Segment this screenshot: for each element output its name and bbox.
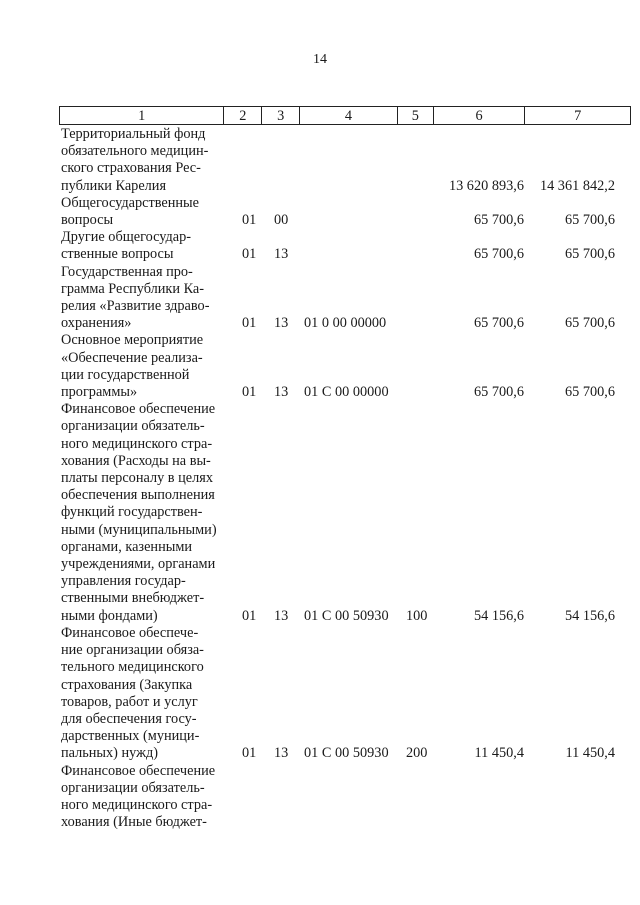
row-name: Общегосударственные вопросы (61, 194, 199, 229)
row-expense-type: 100 (406, 607, 428, 624)
row-amount-year-1: 54 156,6 (473, 607, 524, 624)
table-header (59, 106, 631, 125)
header-col-2: 2 (224, 107, 262, 124)
row-name: Основное мероприятие «Обеспечение реализа- ции государственной программы» (61, 332, 204, 401)
row-section: 01 (242, 212, 257, 229)
row-name: Другие общегосудар- ственные вопросы (61, 229, 192, 263)
row-expense-type: 200 (406, 745, 428, 762)
row-name: Территориальный фонд обязательного медицин- ского страхования Рес- публики Карелия (61, 126, 209, 194)
row-subsection: 13 (274, 745, 289, 762)
header-col-6: 6 (434, 107, 526, 124)
row-section: 01 (242, 384, 257, 401)
row-target-article: 01 0 00 00000 (304, 315, 387, 332)
header-col-7: 7 (574, 108, 582, 124)
row-target-article: 01 С 00 50930 (304, 745, 389, 762)
row-section: 01 (242, 607, 257, 624)
row-name: Финансовое обеспечение организации обязатель- ного медицинского стра- хования (Расходы на вы- платы персоналу в целях обеспечения выполнения функций государствен- ными (муниципальными) органами, казенными учреждениями, органами управления государ- ственными внебюджет- ными фондами) (61, 401, 217, 624)
table-row (59, 763, 631, 832)
row-amount-year-1: 11 450,4 (474, 745, 524, 762)
row-amount-year-1: 65 700,6 (473, 246, 524, 263)
row-amount-year-2: 65 700,6 (564, 315, 615, 332)
header-col-3: 3 (262, 107, 300, 124)
table-row (59, 195, 631, 229)
row-name: Государственная про- грамма Республики Ка- релия «Развитие здраво- охранения» (61, 263, 210, 332)
row-target-article: 01 С 00 00000 (304, 384, 389, 401)
table-row (59, 332, 631, 401)
row-amount-year-1: 65 700,6 (473, 315, 524, 332)
row-section: 01 (242, 745, 257, 762)
row-subsection: 13 (274, 607, 289, 624)
budget-table (59, 106, 631, 831)
row-target-article: 01 С 00 50930 (304, 607, 389, 624)
header-col-1: 1 (60, 107, 224, 124)
header-col-5: 5 (398, 107, 434, 124)
row-subsection: 13 (274, 246, 289, 263)
table-row (59, 264, 631, 333)
table-row (59, 126, 631, 195)
table-row (59, 625, 631, 763)
row-amount-year-2: 65 700,6 (564, 246, 615, 263)
row-amount-year-1: 65 700,6 (473, 212, 524, 229)
row-amount-year-2: 11 450,4 (565, 745, 615, 762)
row-amount-year-1: 65 700,6 (473, 384, 524, 401)
page-number: 14 (313, 52, 327, 67)
row-amount-year-2: 65 700,6 (564, 212, 615, 229)
row-subsection: 13 (274, 315, 289, 332)
row-amount-year-1: 13 620 893,6 (448, 177, 524, 194)
row-subsection: 00 (274, 212, 289, 229)
table-row (59, 229, 631, 263)
table-row (59, 401, 631, 625)
row-name: Финансовое обеспече- ние организации обяза- тельного медицинского страхования (Закупка товаров, работ и услуг для обеспечения госу- дарственных (муници- пальных) нужд) (61, 624, 204, 762)
row-subsection: 13 (274, 384, 289, 401)
row-amount-year-2: 14 361 842,2 (539, 177, 615, 194)
row-amount-year-2: 54 156,6 (564, 607, 615, 624)
row-name: Финансовое обеспечение организации обязатель- ного медицинского стра- хования (Иные бюджет- (61, 762, 216, 831)
row-section: 01 (242, 315, 257, 332)
row-section: 01 (242, 246, 257, 263)
row-amount-year-2: 65 700,6 (564, 384, 615, 401)
header-col-4: 4 (300, 107, 398, 124)
